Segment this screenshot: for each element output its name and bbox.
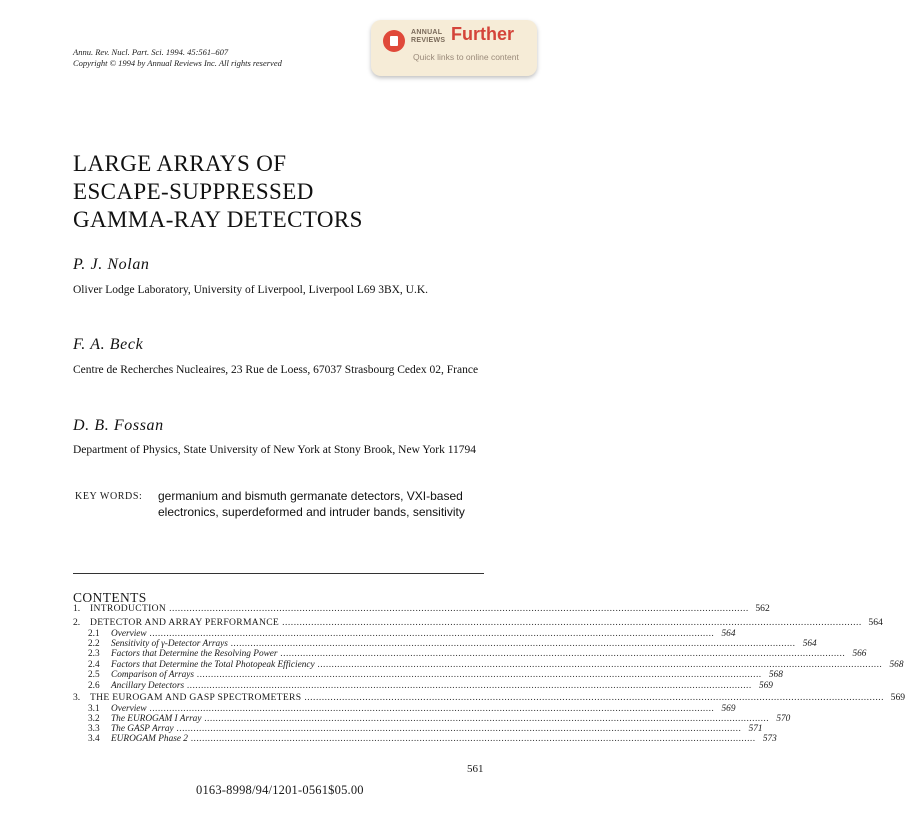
toc-entry-page: 570 [776, 714, 791, 724]
toc-entry-page: 568 [768, 670, 783, 680]
toc-entry-page: 569 [758, 681, 773, 691]
annual-reviews-logo-icon [383, 30, 405, 52]
toc-entry-page: 564 [802, 639, 817, 649]
toc-entry[interactable] [73, 649, 867, 659]
toc-entry-number: 2.4 [88, 660, 100, 670]
keywords-text: germanium and bismuth germanate detectors, VXI-based electronics, superdeformed and intruder bands, sensitivity [158, 489, 465, 519]
toc-entry[interactable] [73, 681, 773, 691]
author-affiliation: Department of Physics, State University of New York at Stony Brook, New York 11794 [73, 444, 477, 456]
toc-leader-dots: ........................................................................................................................................................................................................ [280, 649, 846, 659]
toc-entry-number: 3.1 [88, 704, 100, 714]
toc-entry-label: Overview [111, 704, 147, 714]
author-affiliation: Centre de Recherches Nucleaires, 23 Rue de Loess, 67037 Strasbourg Cedex 02, France [73, 364, 479, 376]
toc-entry-number: 2. [73, 617, 81, 628]
toc-leader-dots: ........................................................................................................................................................................................................ [304, 692, 885, 703]
title-line-1: LARGE ARRAYS OF [73, 151, 287, 176]
toc-entry-label: EUROGAM Phase 2 [111, 734, 188, 744]
toc-entry-label: Ancillary Detectors [111, 681, 185, 691]
journal-citation [73, 47, 282, 69]
toc-entry-label: Comparison of Arrays [111, 670, 194, 680]
toc-entry-page: 564 [721, 629, 736, 639]
toc-entry-number: 3.3 [88, 724, 100, 734]
toc-entry-page: 569 [890, 692, 905, 703]
toc-leader-dots: ........................................................................................................................................................................................................ [230, 639, 796, 649]
toc-leader-dots: ........................................................................................................................................................................................................ [204, 714, 770, 724]
toc-entry[interactable] [73, 660, 904, 670]
toc-entry-page: 564 [868, 617, 883, 628]
article-code: 0163-8998/94/1201-0561$05.00 [196, 783, 364, 797]
toc-entry[interactable] [73, 714, 791, 724]
toc-leader-dots: ........................................................................................................................................................................................................ [190, 734, 756, 744]
toc-leader-dots: ........................................................................................................................................................................................................ [282, 617, 862, 628]
toc-leader-dots: ........................................................................................................................................................................................................ [149, 629, 715, 639]
toc-entry[interactable] [73, 704, 736, 714]
toc-entry-number: 2.3 [88, 649, 100, 659]
toc-entry[interactable] [73, 692, 905, 703]
keywords-label: KEY WORDS: [75, 491, 143, 502]
toc-entry-page: 568 [889, 660, 904, 670]
contents-heading: CONTENTS [73, 590, 147, 605]
toc-entry-number: 2.6 [88, 681, 100, 691]
further-label: Further [451, 24, 514, 44]
toc-entry[interactable] [73, 639, 817, 649]
toc-entry-page: 569 [721, 704, 736, 714]
article-title [73, 150, 363, 234]
toc-leader-dots: ........................................................................................................................................................................................................ [187, 681, 752, 691]
toc-entry-number: 2.5 [88, 670, 100, 680]
toc-entry-label: Sensitivity of γ-Detector Arrays [111, 639, 228, 649]
toc-entry-page: 571 [748, 724, 763, 734]
journal-citation-line: Annu. Rev. Nucl. Part. Sci. 1994. 45:561–607 [73, 47, 229, 57]
toc-entry[interactable] [73, 670, 783, 680]
author-affiliation: Oliver Lodge Laboratory, University of Liverpool, Liverpool L69 3BX, U.K. [73, 284, 429, 296]
toc-entry-label: THE EUROGAM AND GASP SPECTROMETERS [90, 692, 302, 703]
toc-entry-label: Factors that Determine the Resolving Power [111, 649, 278, 659]
toc-entry-number: 3.4 [88, 734, 100, 744]
toc-entry[interactable] [73, 629, 736, 639]
further-links-badge[interactable] [371, 20, 537, 76]
toc-entry[interactable] [73, 603, 770, 614]
page-number: 561 [467, 763, 484, 775]
toc-entry-number: 2.2 [88, 639, 100, 649]
toc-leader-dots: ........................................................................................................................................................................................................ [197, 670, 762, 680]
toc-entry-label: INTRODUCTION [90, 603, 167, 614]
title-line-2: ESCAPE-SUPPRESSED [73, 179, 314, 204]
author-name: P. J. Nolan [73, 256, 150, 273]
toc-leader-dots: ........................................................................................................................................................................................................ [317, 660, 883, 670]
toc-entry-number: 2.1 [88, 629, 100, 639]
toc-entry[interactable] [73, 617, 883, 628]
section-divider [73, 573, 484, 574]
toc-entry-label: Overview [111, 629, 147, 639]
toc-entry-label: The EUROGAM I Array [111, 714, 202, 724]
author-name: D. B. Fossan [73, 417, 164, 434]
toc-entry-number: 1. [73, 603, 81, 614]
author-name: F. A. Beck [73, 336, 144, 353]
brand-line-2: REVIEWS [411, 37, 446, 44]
toc-entry-page: 562 [755, 603, 770, 614]
title-line-3: GAMMA-RAY DETECTORS [73, 207, 363, 232]
toc-leader-dots: ........................................................................................................................................................................................................ [149, 704, 715, 714]
toc-entry-number: 3. [73, 692, 81, 703]
annual-reviews-brand [411, 29, 445, 45]
toc-entry-page: 573 [762, 734, 777, 744]
toc-leader-dots: ........................................................................................................................................................................................................ [169, 603, 749, 614]
copyright-line: Copyright © 1994 by Annual Reviews Inc. All rights reserved [73, 58, 282, 68]
toc-entry-label: The GASP Array [111, 724, 174, 734]
toc-entry-number: 3.2 [88, 714, 100, 724]
toc-entry-page: 566 [852, 649, 867, 659]
toc-leader-dots: ........................................................................................................................................................................................................ [176, 724, 742, 734]
toc-entry[interactable] [73, 724, 763, 734]
toc-entry-label: Factors that Determine the Total Photopeak Efficiency [111, 660, 315, 670]
toc-entry[interactable] [73, 734, 777, 744]
further-subtitle: Quick links to online content [413, 52, 519, 62]
toc-entry-label: DETECTOR AND ARRAY PERFORMANCE [90, 617, 280, 628]
brand-line-1: ANNUAL [411, 29, 443, 36]
